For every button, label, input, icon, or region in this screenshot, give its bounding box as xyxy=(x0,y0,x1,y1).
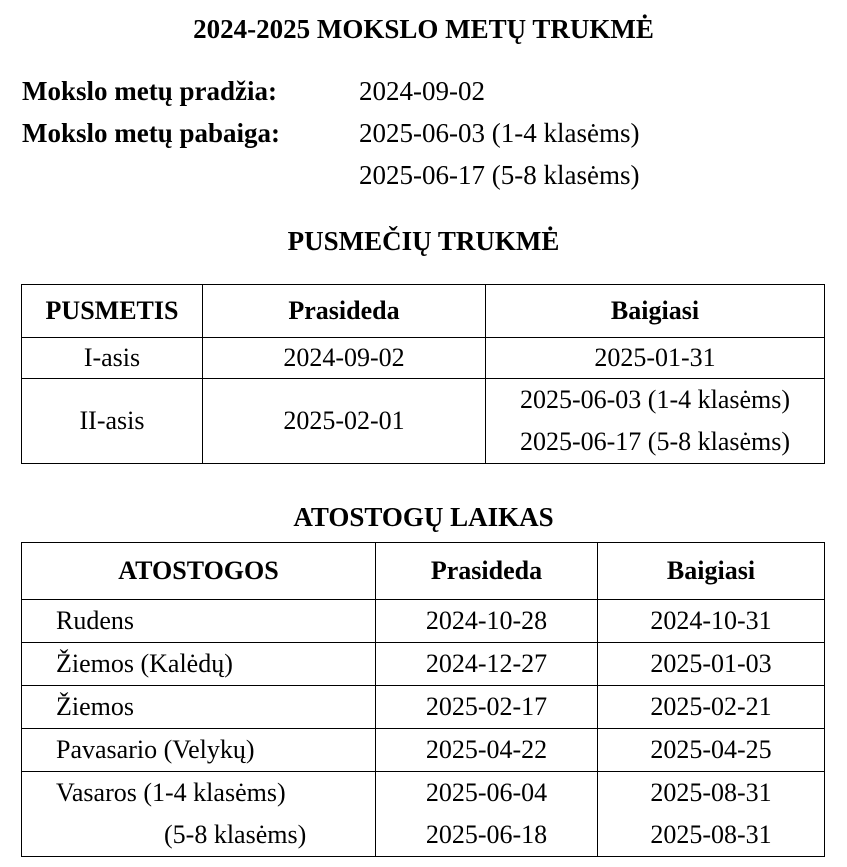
school-year-end-value-2: 2025-06-17 (5-8 klasėms) xyxy=(359,160,640,190)
holiday-start: 2024-10-28 xyxy=(376,600,598,643)
holiday-name: Žiemos (Kalėdų) xyxy=(22,643,376,686)
school-year-end-label: Mokslo metų pabaiga: xyxy=(22,118,281,148)
holiday-name: Pavasario (Velykų) xyxy=(22,729,376,772)
semester-name: II-asis xyxy=(22,379,203,464)
school-year-start-label: Mokslo metų pradžia: xyxy=(22,76,277,106)
semester-end-line: 2025-06-17 (5-8 klasėms) xyxy=(519,427,791,456)
holiday-start: 2025-04-22 xyxy=(376,729,598,772)
header-baigiasi: Baigiasi xyxy=(598,543,825,600)
table-row xyxy=(22,600,825,643)
holiday-name-line: (5-8 klasėms) xyxy=(164,820,307,849)
semesters-header-row xyxy=(22,285,825,338)
holidays-header-row xyxy=(22,543,825,600)
semesters-title: PUSMEČIŲ TRUKMĖ xyxy=(287,226,560,256)
holiday-name-line: Vasaros (1-4 klasėms) xyxy=(56,778,286,807)
holiday-end: 2024-10-31 xyxy=(598,600,825,643)
header-pusmetis: PUSMETIS xyxy=(22,285,203,338)
semesters-table xyxy=(21,284,825,464)
holiday-end: 2025-04-25 xyxy=(598,729,825,772)
table-row xyxy=(22,643,825,686)
holiday-end: 2025-02-21 xyxy=(598,686,825,729)
holiday-end: 2025-01-03 xyxy=(598,643,825,686)
holidays-table xyxy=(21,542,825,857)
semester-end: 2025-01-31 xyxy=(486,338,825,379)
table-row xyxy=(22,729,825,772)
holiday-end-line: 2025-08-31 xyxy=(650,820,772,849)
table-row xyxy=(22,379,825,464)
semester-start: 2025-02-01 xyxy=(203,379,486,464)
header-prasideda: Prasideda xyxy=(203,285,486,338)
holiday-name: Žiemos xyxy=(22,686,376,729)
semester-end-line: 2025-06-03 (1-4 klasėms) xyxy=(519,385,791,414)
semester-end xyxy=(486,379,825,464)
header-baigiasi: Baigiasi xyxy=(486,285,825,338)
holiday-start: 2024-12-27 xyxy=(376,643,598,686)
table-row xyxy=(22,338,825,379)
header-atostogos: ATOSTOGOS xyxy=(22,543,376,600)
table-row xyxy=(22,772,825,857)
holidays-title: ATOSTOGŲ LAIKAS xyxy=(293,502,554,532)
holiday-end-line: 2025-08-31 xyxy=(650,778,772,807)
school-year-start-value: 2024-09-02 xyxy=(359,76,485,106)
holiday-start-line: 2025-06-18 xyxy=(425,820,548,849)
page-title: 2024-2025 MOKSLO METŲ TRUKMĖ xyxy=(193,14,654,44)
table-row xyxy=(22,686,825,729)
holiday-start: 2025-02-17 xyxy=(376,686,598,729)
holiday-start xyxy=(376,772,598,857)
holiday-start-line: 2025-06-04 xyxy=(425,778,548,807)
semester-name: I-asis xyxy=(22,338,203,379)
school-year-end-value-1: 2025-06-03 (1-4 klasėms) xyxy=(359,118,640,148)
semester-start: 2024-09-02 xyxy=(203,338,486,379)
holiday-name: Rudens xyxy=(22,600,376,643)
header-prasideda: Prasideda xyxy=(376,543,598,600)
holiday-end xyxy=(598,772,825,857)
holiday-name xyxy=(22,772,376,857)
